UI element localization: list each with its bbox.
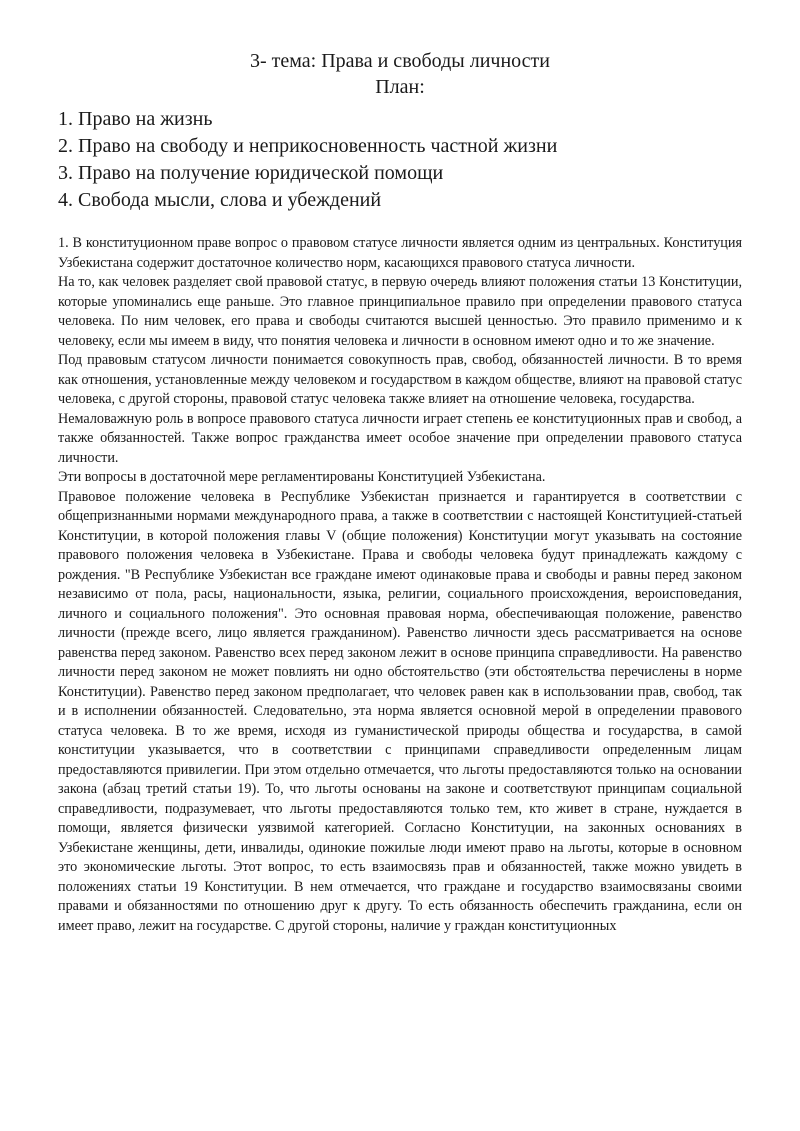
paragraph: Немаловажную роль в вопросе правового статуса личности играет степень ее конституционных прав и свобод, а также обязанностей. Также вопрос гражданства имеет особое значение при определении правового статуса личности.	[58, 410, 742, 466]
paragraph: На то, как человек разделяет свой правовой статус, в первую очередь влияют положения статьи 13 Конституции, которые упоминались еще раньше. Это главное принципиальное правило при определении правового статуса человека. По ним человек, его права и свободы считаются высшей ценностью. Это правило применимо и к человеку, если мы имеем в виду, что понятия человека и личности в основном имеют одно и то же значение.	[58, 274, 742, 349]
plan-heading: План:	[375, 76, 425, 98]
paragraph: Правовое положение человека в Республике Узбекистан признается и гарантируется в соответствии с общепризнанными нормами международного права, а также в соответствии с настоящей Конституцией-статьей Конституции, в которой положения главы V (общие положения) Конституции могут указывать на состояние правового положения человека в Узбекистане. Права и свободы человека будут принадлежать каждому с рождения. "В Республике Узбекистан все граждане имеют одинаковые права и свободы и равны перед законом независимо от пола, расы, национальности, языка, религии, социального происхождения, вероисповедания, личного и социального положения". Это основная правовая норма, обеспечивающая положение, равенство личности (прежде всего, лицо является гражданином). Равенство личности здесь рассматривается на основе равенства перед законом. Равенство всех перед законом лежит в основе принципа справедливости. На равенство личности перед законом не может повлиять ни одно обстоятельство (эти обстоятельства перечислены в норме Конституции). Равенство перед законом предполагает, что человек равен как в использовании прав, свобод, так и в исполнении обязанностей. Следовательно, эта норма является основной мерой в определении правового статуса человека. В то же время, исходя из гуманистической природы общества и государства, в самой конституции указывается, что в соответствии с принципами справедливости определенным лицам предоставляются привилегии. При этом отдельно отмечается, что льготы предоставляются только на основании закона (абзац третий статьи 19). То, что льготы основаны на законе и соответствуют принципам социальной справедливости, подразумевает, что льготы предоставляются только тем, кто живет в стране, нуждается в помощи, является физически уязвимой категорией. Согласно Конституции, на законных основаниях в Узбекистане женщины, дети, инвалиды, одинокие пожилые люди имеют право на льготы, которые в основном это экономические льготы. Этот вопрос, то есть взаимосвязь прав и обязанностей, также можно увидеть в положениях статьи 19 Конституции. В нем отмечается, что граждане и государство взаимосвязаны своими правами и обязанностями по отношению друг к другу. То есть обязанность обеспечить гражданина, если он имеет право, лежит на государстве. С другой стороны, наличие у граждан конституционных	[58, 488, 742, 934]
body-text	[58, 234, 742, 936]
plan-list	[58, 106, 742, 214]
document-title: 3- тема: Права и свободы личности	[250, 50, 550, 72]
paragraph: 1. В конституционном праве вопрос о правовом статусе личности является одним из центральных. Конституция Узбекистана содержит достаточное количество норм, касающихся правового статуса личности.	[58, 235, 742, 271]
plan-item: 2. Право на свободу и неприкосновенность частной жизни	[58, 135, 558, 157]
plan-item: 1. Право на жизнь	[58, 108, 213, 130]
plan-item: 3. Право на получение юридической помощи	[58, 162, 444, 184]
paragraph: Под правовым статусом личности понимается совокупность прав, свобод, обязанностей личности. В то время как отношения, установленные между человеком и государством в каждом обществе, влияют на правовой статус человека, с другой стороны, правовой статус человека также влияет на отношение человека, государства.	[58, 352, 742, 407]
document-page	[58, 48, 742, 936]
paragraph: Эти вопросы в достаточной мере регламентированы Конституцией Узбекистана.	[58, 469, 546, 485]
plan-item: 4. Свобода мысли, слова и убеждений	[58, 189, 382, 211]
